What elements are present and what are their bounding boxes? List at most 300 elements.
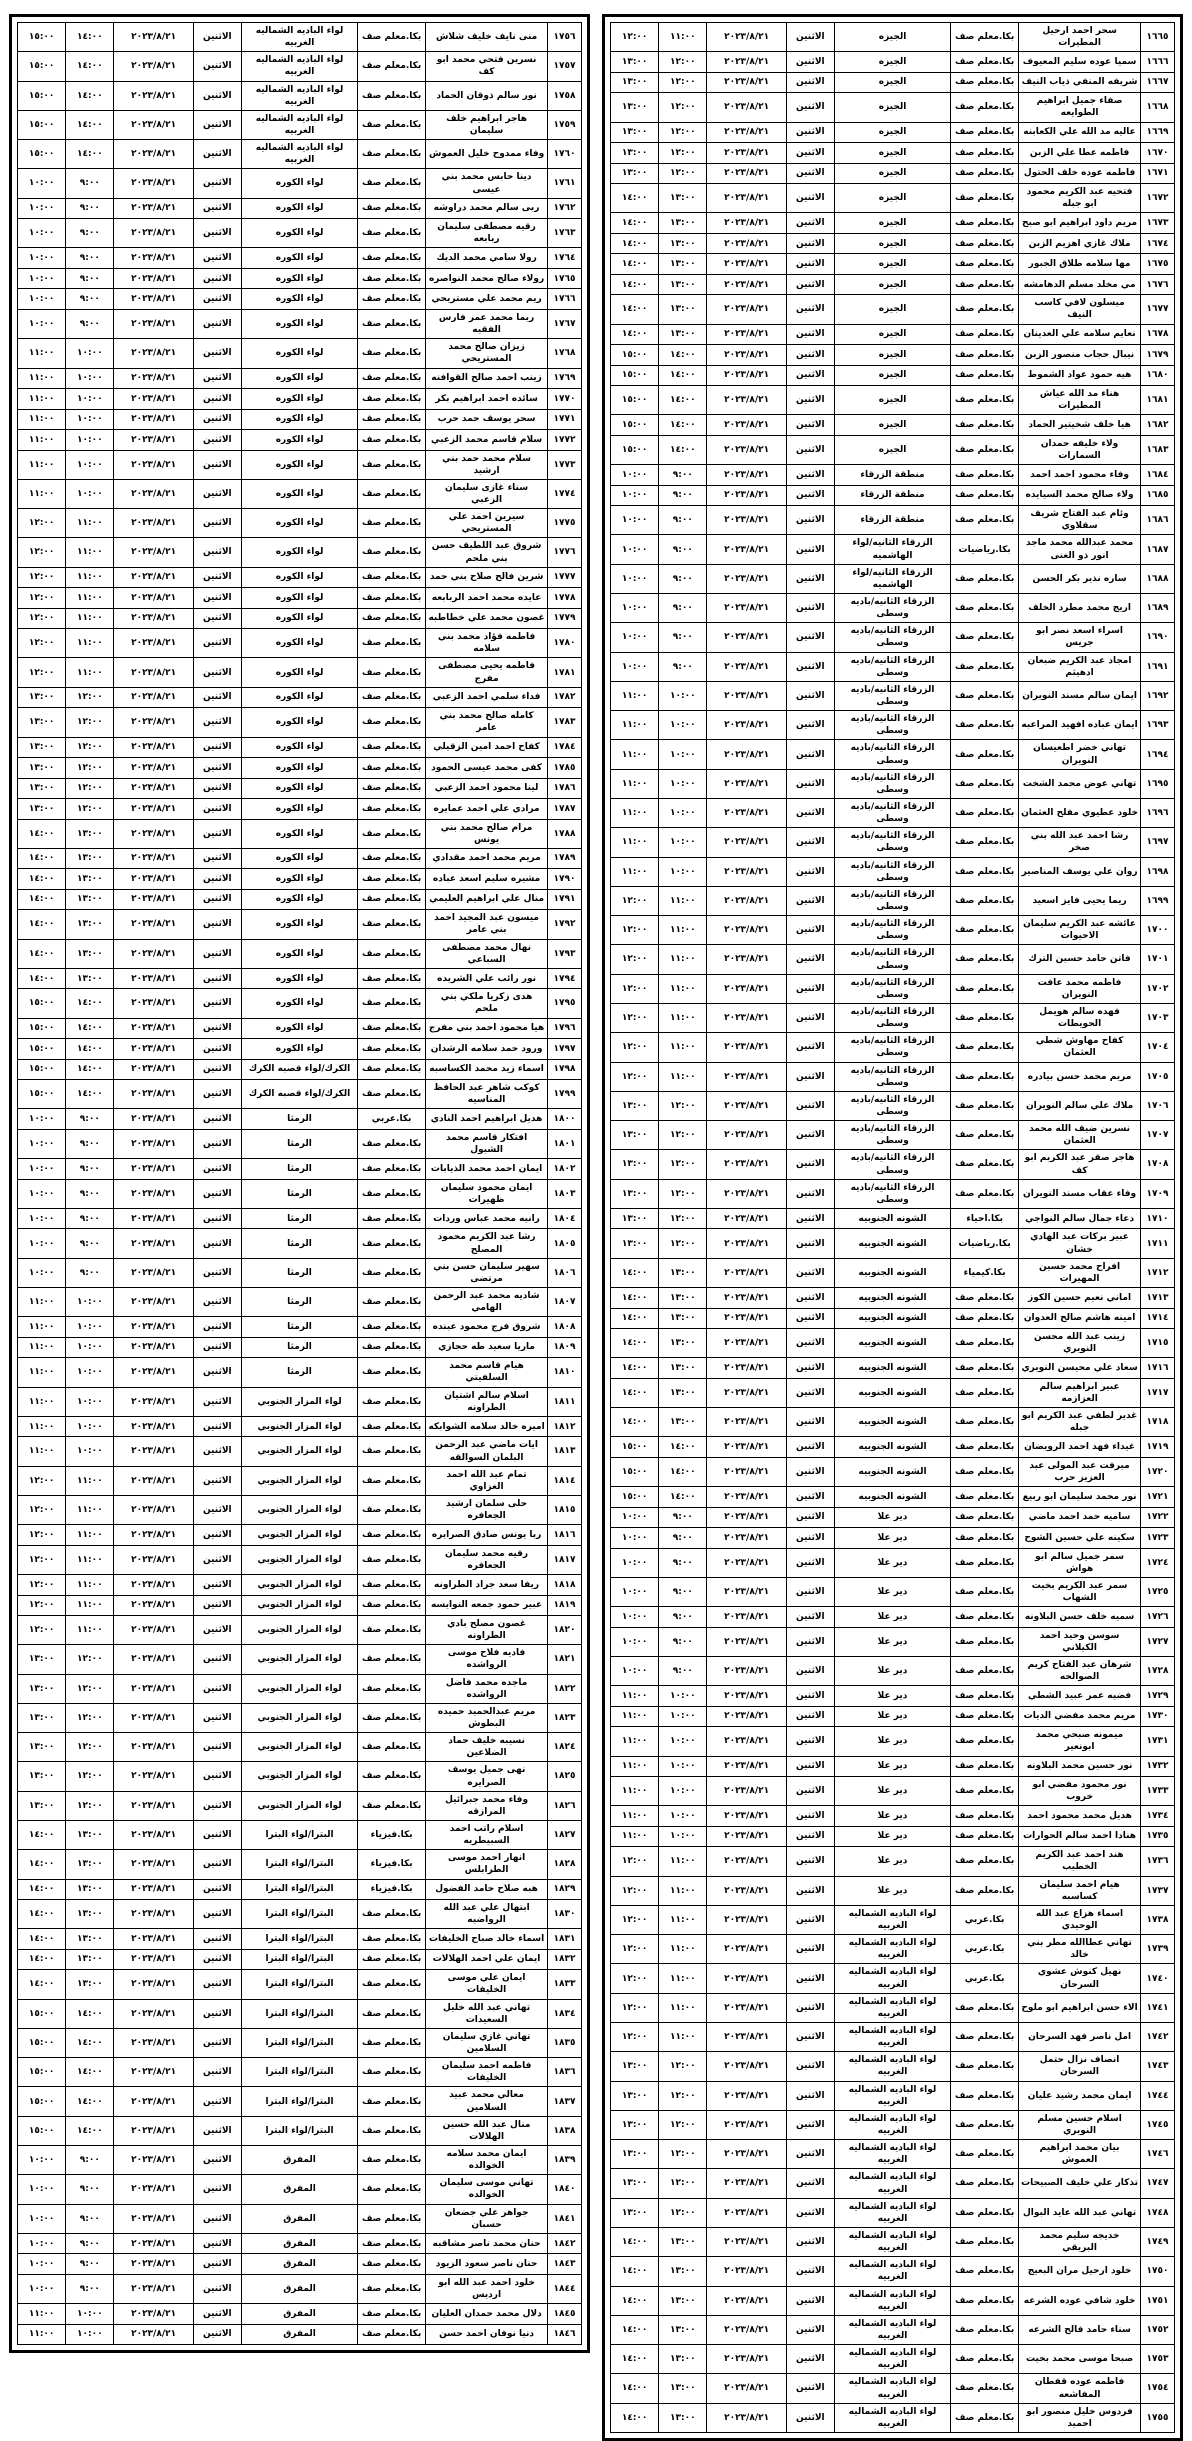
cell-applicant-name: فاطمه احمد سليمان الخليفات bbox=[426, 2058, 548, 2087]
cell-day: الاثنين bbox=[193, 1159, 241, 1180]
cell-location: الزرقاء الثانيه/باديه وسطى bbox=[834, 652, 950, 681]
cell-location: لواء الكوره bbox=[241, 708, 357, 737]
cell-serial: ١٧٢٤ bbox=[1141, 1548, 1175, 1577]
cell-qualification: بكا.عربي bbox=[358, 1109, 426, 1130]
cell-time-start: ١٣:٠٠ bbox=[659, 1358, 707, 1379]
cell-qualification: بكا.معلم صف bbox=[951, 1686, 1019, 1707]
cell-time-end: ١٠:٠٠ bbox=[611, 1507, 659, 1528]
cell-serial: ١٧٨٨ bbox=[548, 819, 582, 848]
cell-day: الاثنين bbox=[193, 1129, 241, 1158]
cell-time-end: ١٣:٠٠ bbox=[611, 2198, 659, 2227]
cell-time-start: ١٣:٠٠ bbox=[659, 254, 707, 275]
cell-applicant-name: كفاح مهاوش شطي العثمان bbox=[1019, 1033, 1141, 1062]
cell-qualification: بكا.معلم صف bbox=[358, 2146, 426, 2175]
cell-serial: ١٦٩٨ bbox=[1141, 857, 1175, 886]
cell-time-end: ١٢:٠٠ bbox=[18, 658, 66, 687]
cell-day: الاثنين bbox=[193, 538, 241, 567]
cell-time-start: ١٢:٠٠ bbox=[659, 2198, 707, 2227]
cell-applicant-name: روان علي يوسف المناصير bbox=[1019, 857, 1141, 886]
cell-time-start: ١٣:٠٠ bbox=[659, 2403, 707, 2432]
cell-day: الاثنين bbox=[193, 737, 241, 758]
cell-serial: ١٨١٠ bbox=[548, 1358, 582, 1387]
cell-serial: ١٧٠٧ bbox=[1141, 1121, 1175, 1150]
cell-day: الاثنين bbox=[193, 989, 241, 1018]
cell-location: الجيزه bbox=[834, 122, 950, 143]
cell-location: الزرقاء الثانيه/باديه وسطى bbox=[834, 886, 950, 915]
cell-applicant-name: دينا حابس محمد بني عيسى bbox=[426, 169, 548, 198]
cell-time-end: ١٢:٠٠ bbox=[611, 1033, 659, 1062]
cell-time-end: ١٣:٠٠ bbox=[611, 1179, 659, 1208]
cell-location: لواء الباديه الشماليه الغربيه bbox=[834, 2257, 950, 2286]
cell-date: ٢٠٢٣/٨/٢١ bbox=[114, 219, 193, 248]
schedule-rows-left bbox=[18, 23, 582, 2345]
cell-date: ٢٠٢٣/٨/٢١ bbox=[707, 2257, 786, 2286]
table-row bbox=[611, 711, 1175, 740]
cell-time-start: ٩:٠٠ bbox=[66, 1159, 114, 1180]
cell-time-end: ١٤:٠٠ bbox=[18, 1820, 66, 1849]
cell-time-start: ١٠:٠٠ bbox=[66, 1358, 114, 1387]
cell-time-end: ١٢:٠٠ bbox=[18, 1545, 66, 1574]
cell-serial: ١٨٢٧ bbox=[548, 1820, 582, 1849]
cell-serial: ١٦٧١ bbox=[1141, 163, 1175, 184]
cell-time-end: ١١:٠٠ bbox=[18, 409, 66, 430]
cell-time-start: ٩:٠٠ bbox=[659, 485, 707, 506]
cell-date: ٢٠٢٣/٨/٢١ bbox=[707, 2140, 786, 2169]
cell-applicant-name: نسرين فتحي محمد ابو كف bbox=[426, 52, 548, 81]
cell-serial: ١٧٥٥ bbox=[1141, 2403, 1175, 2432]
cell-time-start: ١١:٠٠ bbox=[66, 1466, 114, 1495]
table-row bbox=[611, 386, 1175, 415]
cell-location: لواء الكوره bbox=[241, 819, 357, 848]
cell-location: لواء الكوره bbox=[241, 289, 357, 310]
cell-time-end: ١٣:٠٠ bbox=[18, 1703, 66, 1732]
cell-date: ٢٠٢٣/٨/٢١ bbox=[114, 1387, 193, 1416]
cell-applicant-name: فاطمه عوده خلف الحتول bbox=[1019, 163, 1141, 184]
cell-location: لواء الكوره bbox=[241, 989, 357, 1018]
cell-applicant-name: الاء حسن ابراهيم ابو ملوح bbox=[1019, 1993, 1141, 2022]
table-row bbox=[18, 910, 582, 939]
cell-date: ٢٠٢٣/٨/٢١ bbox=[707, 274, 786, 295]
cell-applicant-name: امل ناصر فهد السرحان bbox=[1019, 2023, 1141, 2052]
cell-qualification: بكا.معلم صف bbox=[358, 1129, 426, 1158]
cell-qualification: بكا.معلم صف bbox=[951, 2052, 1019, 2081]
cell-serial: ١٨٤٠ bbox=[548, 2175, 582, 2204]
cell-date: ٢٠٢٣/٨/٢١ bbox=[707, 886, 786, 915]
cell-time-start: ١١:٠٠ bbox=[66, 509, 114, 538]
cell-serial: ١٨٣٩ bbox=[548, 2146, 582, 2175]
cell-location: الجيزه bbox=[834, 184, 950, 213]
cell-date: ٢٠٢٣/٨/٢١ bbox=[114, 169, 193, 198]
cell-time-start: ١٢:٠٠ bbox=[659, 52, 707, 73]
cell-qualification: بكا.معلم صف bbox=[358, 169, 426, 198]
cell-date: ٢٠٢٣/٨/٢١ bbox=[114, 1179, 193, 1208]
cell-serial: ١٨١٦ bbox=[548, 1525, 582, 1546]
cell-serial: ١٧٧١ bbox=[548, 409, 582, 430]
cell-qualification: بكا.معلم صف bbox=[358, 869, 426, 890]
cell-serial: ١٧٣٣ bbox=[1141, 1777, 1175, 1806]
cell-time-end: ١٥:٠٠ bbox=[18, 989, 66, 1018]
cell-applicant-name: شرهان عبد الفتاح كريم الصوالحه bbox=[1019, 1656, 1141, 1685]
cell-date: ٢٠٢٣/٨/٢١ bbox=[707, 652, 786, 681]
cell-serial: ١٨٣٠ bbox=[548, 1900, 582, 1929]
cell-serial: ١٨٣٦ bbox=[548, 2058, 582, 2087]
cell-time-end: ١٢:٠٠ bbox=[611, 2023, 659, 2052]
cell-qualification: بكا.معلم صف bbox=[358, 2254, 426, 2275]
cell-applicant-name: افتكار قاسم محمد الشبول bbox=[426, 1129, 548, 1158]
cell-date: ٢٠٢٣/٨/٢١ bbox=[707, 623, 786, 652]
cell-time-start: ١٤:٠٠ bbox=[66, 52, 114, 81]
cell-time-end: ١٥:٠٠ bbox=[611, 415, 659, 436]
cell-day: الاثنين bbox=[786, 945, 834, 974]
cell-location: لواء الباديه الشماليه الغربيه bbox=[834, 2227, 950, 2256]
table-row bbox=[18, 1575, 582, 1596]
cell-day: الاثنين bbox=[193, 799, 241, 820]
cell-day: الاثنين bbox=[193, 1879, 241, 1900]
cell-time-end: ١٢:٠٠ bbox=[611, 1003, 659, 1032]
cell-qualification: بكا.معلم صف bbox=[951, 1150, 1019, 1179]
cell-qualification: بكا.معلم صف bbox=[358, 2304, 426, 2325]
cell-applicant-name: غصون مصلح بادي الطراونه bbox=[426, 1616, 548, 1645]
cell-day: الاثنين bbox=[193, 248, 241, 269]
table-row bbox=[611, 681, 1175, 710]
cell-day: الاثنين bbox=[786, 1091, 834, 1120]
cell-location: لواء الباديه الشماليه الغربيه bbox=[834, 2315, 950, 2344]
cell-qualification: بكا.معلم صف bbox=[358, 1317, 426, 1338]
table-row bbox=[18, 1879, 582, 1900]
table-row bbox=[18, 2058, 582, 2087]
cell-day: الاثنين bbox=[193, 939, 241, 968]
cell-date: ٢٠٢٣/٨/٢١ bbox=[114, 1545, 193, 1574]
cell-date: ٢٠٢٣/٨/٢١ bbox=[114, 1595, 193, 1616]
cell-serial: ١٧٤٤ bbox=[1141, 2081, 1175, 2110]
cell-applicant-name: نور محمود مفضي ابو خروب bbox=[1019, 1777, 1141, 1806]
cell-time-start: ١١:٠٠ bbox=[66, 538, 114, 567]
cell-time-start: ١٠:٠٠ bbox=[659, 1777, 707, 1806]
cell-time-start: ١٣:٠٠ bbox=[66, 1970, 114, 1999]
cell-serial: ١٦٩٦ bbox=[1141, 799, 1175, 828]
cell-date: ٢٠٢٣/٨/٢١ bbox=[114, 1999, 193, 2028]
cell-time-end: ١٤:٠٠ bbox=[611, 1378, 659, 1407]
cell-day: الاثنين bbox=[786, 799, 834, 828]
cell-time-end: ١٤:٠٠ bbox=[611, 2403, 659, 2432]
cell-time-start: ١٢:٠٠ bbox=[659, 1179, 707, 1208]
cell-serial: ١٨٤٣ bbox=[548, 2254, 582, 2275]
cell-applicant-name: تهاني عطاالله مطر بني خالد bbox=[1019, 1935, 1141, 1964]
cell-location: منطقة الزرقاء bbox=[834, 485, 950, 506]
cell-serial: ١٦٨٤ bbox=[1141, 465, 1175, 486]
cell-serial: ١٧٢٦ bbox=[1141, 1607, 1175, 1628]
cell-qualification: بكا.معلم صف bbox=[951, 2374, 1019, 2403]
cell-time-start: ١٣:٠٠ bbox=[659, 213, 707, 234]
cell-day: الاثنين bbox=[193, 2087, 241, 2116]
cell-date: ٢٠٢٣/٨/٢١ bbox=[114, 869, 193, 890]
cell-serial: ١٧٦٣ bbox=[548, 219, 582, 248]
cell-location: الجيزه bbox=[834, 386, 950, 415]
cell-applicant-name: ماجده محمد فاضل الرواشده bbox=[426, 1674, 548, 1703]
cell-day: الاثنين bbox=[786, 295, 834, 324]
cell-qualification: بكا.معلم صف bbox=[951, 1308, 1019, 1329]
cell-day: الاثنين bbox=[786, 2169, 834, 2198]
cell-applicant-name: ربا يونس صادق الصرايره bbox=[426, 1525, 548, 1546]
cell-date: ٢٠٢٣/٨/٢١ bbox=[707, 945, 786, 974]
cell-location: لواء الكوره bbox=[241, 687, 357, 708]
cell-serial: ١٧٥٣ bbox=[1141, 2345, 1175, 2374]
cell-serial: ١٧٥٧ bbox=[548, 52, 582, 81]
cell-applicant-name: ساميه حمد احمد ماضي bbox=[1019, 1507, 1141, 1528]
cell-location: البترا/لواء البترا bbox=[241, 1879, 357, 1900]
cell-applicant-name: تهاني عوض محمد الشخت bbox=[1019, 769, 1141, 798]
table-row bbox=[18, 1416, 582, 1437]
cell-serial: ١٧٧٨ bbox=[548, 588, 582, 609]
cell-qualification: بكا.معلم صف bbox=[951, 52, 1019, 73]
cell-applicant-name: هيا محمود احمد بني مفرج bbox=[426, 1018, 548, 1039]
cell-serial: ١٦٧٦ bbox=[1141, 274, 1175, 295]
cell-applicant-name: وئام عبد الفتاح شريف سقلاوي bbox=[1019, 506, 1141, 535]
cell-serial: ١٧٢٨ bbox=[1141, 1656, 1175, 1685]
cell-time-start: ١٠:٠٠ bbox=[66, 2324, 114, 2345]
cell-applicant-name: مشيره سليم اسعد عباده bbox=[426, 869, 548, 890]
cell-day: الاثنين bbox=[786, 564, 834, 593]
cell-time-start: ١٠:٠٠ bbox=[66, 1387, 114, 1416]
cell-serial: ١٧٤١ bbox=[1141, 1993, 1175, 2022]
cell-qualification: بكا.معلم صف bbox=[951, 1548, 1019, 1577]
table-row bbox=[611, 1091, 1175, 1120]
cell-time-start: ١٠:٠٠ bbox=[659, 1756, 707, 1777]
cell-applicant-name: كفى محمد عيسى الحمود bbox=[426, 758, 548, 779]
cell-time-start: ١١:٠٠ bbox=[659, 1905, 707, 1934]
cell-serial: ١٧١٨ bbox=[1141, 1408, 1175, 1437]
cell-time-end: ١١:٠٠ bbox=[18, 1416, 66, 1437]
table-row bbox=[18, 2146, 582, 2175]
cell-location: لواء الكوره bbox=[241, 658, 357, 687]
cell-time-start: ١٤:٠٠ bbox=[66, 2058, 114, 2087]
cell-location: لواء الباديه الشماليه الغربيه bbox=[834, 2345, 950, 2374]
cell-location: الزرقاء الثانيه/باديه وسطى bbox=[834, 1062, 950, 1091]
cell-date: ٢٠٢٣/٨/٢١ bbox=[707, 1308, 786, 1329]
cell-applicant-name: خلود عطيوي مفلح العثمان bbox=[1019, 799, 1141, 828]
cell-date: ٢٠٢٣/٨/٢١ bbox=[707, 1727, 786, 1756]
cell-qualification: بكا.معلم صف bbox=[951, 274, 1019, 295]
table-row bbox=[18, 2233, 582, 2254]
cell-qualification: بكا.معلم صف bbox=[951, 594, 1019, 623]
cell-serial: ١٧٩٠ bbox=[548, 869, 582, 890]
cell-day: الاثنين bbox=[786, 2023, 834, 2052]
cell-date: ٢٠٢٣/٨/٢١ bbox=[114, 1317, 193, 1338]
cell-applicant-name: امجاد عبد الكريم ضبعان ادهيثم bbox=[1019, 652, 1141, 681]
cell-time-end: ١٣:٠٠ bbox=[18, 1645, 66, 1674]
cell-day: الاثنين bbox=[786, 485, 834, 506]
schedule-rows-right bbox=[611, 23, 1175, 2433]
cell-time-start: ٩:٠٠ bbox=[66, 1208, 114, 1229]
table-row bbox=[18, 169, 582, 198]
cell-time-start: ١٣:٠٠ bbox=[659, 2227, 707, 2256]
cell-location: الجيزه bbox=[834, 365, 950, 386]
cell-time-start: ١٠:٠٠ bbox=[66, 2304, 114, 2325]
cell-time-start: ١١:٠٠ bbox=[66, 658, 114, 687]
table-row bbox=[18, 1645, 582, 1674]
cell-time-end: ١١:٠٠ bbox=[18, 1437, 66, 1466]
cell-location: لواء المزار الجنوبي bbox=[241, 1495, 357, 1524]
cell-qualification: بكا.معلم صف bbox=[951, 857, 1019, 886]
cell-location: دير علا bbox=[834, 1548, 950, 1577]
cell-location: دير علا bbox=[834, 1706, 950, 1727]
cell-location: الزرقاء الثانيه/باديه وسطى bbox=[834, 799, 950, 828]
table-row bbox=[18, 939, 582, 968]
cell-location: المفرق bbox=[241, 2204, 357, 2233]
cell-location: لواء الكوره bbox=[241, 479, 357, 508]
cell-time-end: ١١:٠٠ bbox=[611, 1706, 659, 1727]
cell-time-end: ١٤:٠٠ bbox=[18, 939, 66, 968]
cell-time-start: ١١:٠٠ bbox=[66, 1545, 114, 1574]
cell-date: ٢٠٢٣/٨/٢١ bbox=[114, 608, 193, 629]
cell-date: ٢٠٢٣/٨/٢١ bbox=[114, 567, 193, 588]
cell-time-start: ١٣:٠٠ bbox=[659, 2315, 707, 2344]
cell-location: الزرقاء الثانيه/باديه وسطى bbox=[834, 623, 950, 652]
cell-day: الاثنين bbox=[193, 1387, 241, 1416]
cell-serial: ١٧٩٦ bbox=[548, 1018, 582, 1039]
cell-qualification: بكا.معلم صف bbox=[358, 2116, 426, 2145]
cell-time-start: ٩:٠٠ bbox=[66, 198, 114, 219]
cell-applicant-name: سلام قاسم محمد الزعبي bbox=[426, 430, 548, 451]
cell-date: ٢٠٢٣/٨/٢١ bbox=[707, 1457, 786, 1486]
cell-qualification: بكا.معلم صف bbox=[951, 465, 1019, 486]
cell-time-start: ٩:٠٠ bbox=[66, 2175, 114, 2204]
cell-location: لواء الكوره bbox=[241, 567, 357, 588]
cell-applicant-name: ساره نذير بكر الحسن bbox=[1019, 564, 1141, 593]
cell-day: الاثنين bbox=[193, 409, 241, 430]
cell-location: البترا/لواء البترا bbox=[241, 1970, 357, 1999]
cell-applicant-name: افراح محمد حسين المهيرات bbox=[1019, 1258, 1141, 1287]
cell-location: المفرق bbox=[241, 2304, 357, 2325]
cell-date: ٢٠٢٣/٨/٢١ bbox=[707, 1847, 786, 1876]
schedule-table-left bbox=[17, 22, 582, 2345]
cell-applicant-name: منى نايف خليف شلاش bbox=[426, 23, 548, 52]
cell-qualification: بكا.معلم صف bbox=[951, 2169, 1019, 2198]
cell-applicant-name: خلود احمد عبد الله ابو ارديس bbox=[426, 2274, 548, 2303]
cell-time-start: ١٢:٠٠ bbox=[659, 122, 707, 143]
cell-location: لواء الكوره bbox=[241, 799, 357, 820]
cell-time-start: ١٢:٠٠ bbox=[659, 1150, 707, 1179]
cell-serial: ١٧٣٥ bbox=[1141, 1826, 1175, 1847]
cell-location: دير علا bbox=[834, 1686, 950, 1707]
cell-location: البترا/لواء البترا bbox=[241, 1949, 357, 1970]
cell-qualification: بكا.معلم صف bbox=[358, 1387, 426, 1416]
cell-location: لواء الباديه الشماليه الغربيه bbox=[834, 2110, 950, 2139]
cell-date: ٢٠٢٣/٨/٢١ bbox=[114, 1229, 193, 1258]
cell-serial: ١٨٢٦ bbox=[548, 1791, 582, 1820]
cell-location: لواء الكوره bbox=[241, 608, 357, 629]
cell-date: ٢٠٢٣/٨/٢١ bbox=[114, 2304, 193, 2325]
cell-serial: ١٧٠١ bbox=[1141, 945, 1175, 974]
cell-day: الاثنين bbox=[786, 233, 834, 254]
cell-location: لواء الباديه الشماليه الغربيه bbox=[241, 23, 357, 52]
cell-date: ٢٠٢٣/٨/٢١ bbox=[114, 309, 193, 338]
cell-date: ٢٠٢٣/٨/٢١ bbox=[114, 889, 193, 910]
cell-serial: ١٦٨١ bbox=[1141, 386, 1175, 415]
cell-location: لواء المزار الجنوبي bbox=[241, 1645, 357, 1674]
cell-qualification: بكا.معلم صف bbox=[358, 2087, 426, 2116]
cell-applicant-name: مريم عبدالحميد حميده البطوش bbox=[426, 1703, 548, 1732]
table-row bbox=[18, 389, 582, 410]
table-row bbox=[18, 1337, 582, 1358]
cell-time-start: ١٢:٠٠ bbox=[66, 1645, 114, 1674]
cell-day: الاثنين bbox=[193, 110, 241, 139]
cell-qualification: بكا.معلم صف bbox=[951, 2286, 1019, 2315]
table-row bbox=[611, 1777, 1175, 1806]
cell-day: الاثنين bbox=[193, 1466, 241, 1495]
cell-serial: ١٧٥٢ bbox=[1141, 2315, 1175, 2344]
table-row bbox=[611, 1876, 1175, 1905]
table-row bbox=[611, 2169, 1175, 2198]
cell-applicant-name: رشا عبد الكريم محمود المصلح bbox=[426, 1229, 548, 1258]
cell-date: ٢٠٢٣/٨/٢١ bbox=[114, 1733, 193, 1762]
cell-serial: ١٧٠٤ bbox=[1141, 1033, 1175, 1062]
cell-time-start: ١١:٠٠ bbox=[66, 1595, 114, 1616]
cell-qualification: بكا.معلم صف bbox=[951, 769, 1019, 798]
cell-serial: ١٦٩٧ bbox=[1141, 828, 1175, 857]
cell-time-start: ٩:٠٠ bbox=[659, 1577, 707, 1606]
schedule-panel-right bbox=[602, 14, 1183, 2441]
cell-time-end: ١٢:٠٠ bbox=[18, 629, 66, 658]
cell-date: ٢٠٢٣/٨/٢١ bbox=[114, 1949, 193, 1970]
cell-time-end: ١١:٠٠ bbox=[611, 711, 659, 740]
cell-date: ٢٠٢٣/٨/٢١ bbox=[707, 769, 786, 798]
cell-time-end: ١٠:٠٠ bbox=[18, 2254, 66, 2275]
cell-time-end: ١١:٠٠ bbox=[18, 389, 66, 410]
cell-applicant-name: ميرفت عبد المولى عبد العزيز حرب bbox=[1019, 1457, 1141, 1486]
cell-applicant-name: حنان ناصر سعود الزيود bbox=[426, 2254, 548, 2275]
table-row bbox=[611, 2345, 1175, 2374]
cell-time-start: ١٠:٠٠ bbox=[66, 479, 114, 508]
cell-time-start: ١٠:٠٠ bbox=[66, 1317, 114, 1338]
cell-qualification: بكا.معلم صف bbox=[951, 143, 1019, 164]
cell-qualification: بكا.معلم صف bbox=[951, 1777, 1019, 1806]
cell-location: البترا/لواء البترا bbox=[241, 2087, 357, 2116]
cell-time-start: ١٣:٠٠ bbox=[66, 889, 114, 910]
cell-time-start: ١٢:٠٠ bbox=[66, 1791, 114, 1820]
cell-location: الشونه الجنوبيه bbox=[834, 1229, 950, 1258]
cell-day: الاثنين bbox=[786, 2227, 834, 2256]
cell-time-end: ١٢:٠٠ bbox=[18, 1495, 66, 1524]
cell-location: البترا/لواء البترا bbox=[241, 2058, 357, 2087]
cell-location: المفرق bbox=[241, 2254, 357, 2275]
cell-day: الاثنين bbox=[193, 758, 241, 779]
table-row bbox=[611, 535, 1175, 564]
cell-time-end: ١٤:٠٠ bbox=[18, 848, 66, 869]
cell-time-end: ١٢:٠٠ bbox=[611, 886, 659, 915]
cell-location: الزرقاء الثانيه/باديه وسطى bbox=[834, 1150, 950, 1179]
cell-time-end: ١٤:٠٠ bbox=[18, 1850, 66, 1879]
cell-time-start: ١٤:٠٠ bbox=[66, 2028, 114, 2057]
cell-location: الزرقاء الثانيه/لواء الهاشميه bbox=[834, 535, 950, 564]
cell-time-end: ١١:٠٠ bbox=[611, 799, 659, 828]
cell-time-end: ١٠:٠٠ bbox=[611, 564, 659, 593]
cell-date: ٢٠٢٣/٨/٢١ bbox=[707, 2227, 786, 2256]
cell-location: الجيزه bbox=[834, 435, 950, 464]
table-row bbox=[611, 769, 1175, 798]
cell-location: لواء الباديه الشماليه الغربيه bbox=[241, 140, 357, 169]
cell-serial: ١٨٠٥ bbox=[548, 1229, 582, 1258]
cell-qualification: بكا.معلم صف bbox=[951, 1528, 1019, 1549]
cell-qualification: بكا.معلم صف bbox=[358, 1337, 426, 1358]
cell-day: الاثنين bbox=[786, 857, 834, 886]
cell-applicant-name: جواهر علي جضعان حسبان bbox=[426, 2204, 548, 2233]
table-row bbox=[611, 435, 1175, 464]
cell-day: الاثنين bbox=[193, 198, 241, 219]
cell-qualification: بكا.معلم صف bbox=[358, 1674, 426, 1703]
cell-date: ٢٠٢٣/٨/٢١ bbox=[114, 2058, 193, 2087]
cell-qualification: بكا.معلم صف bbox=[358, 1733, 426, 1762]
